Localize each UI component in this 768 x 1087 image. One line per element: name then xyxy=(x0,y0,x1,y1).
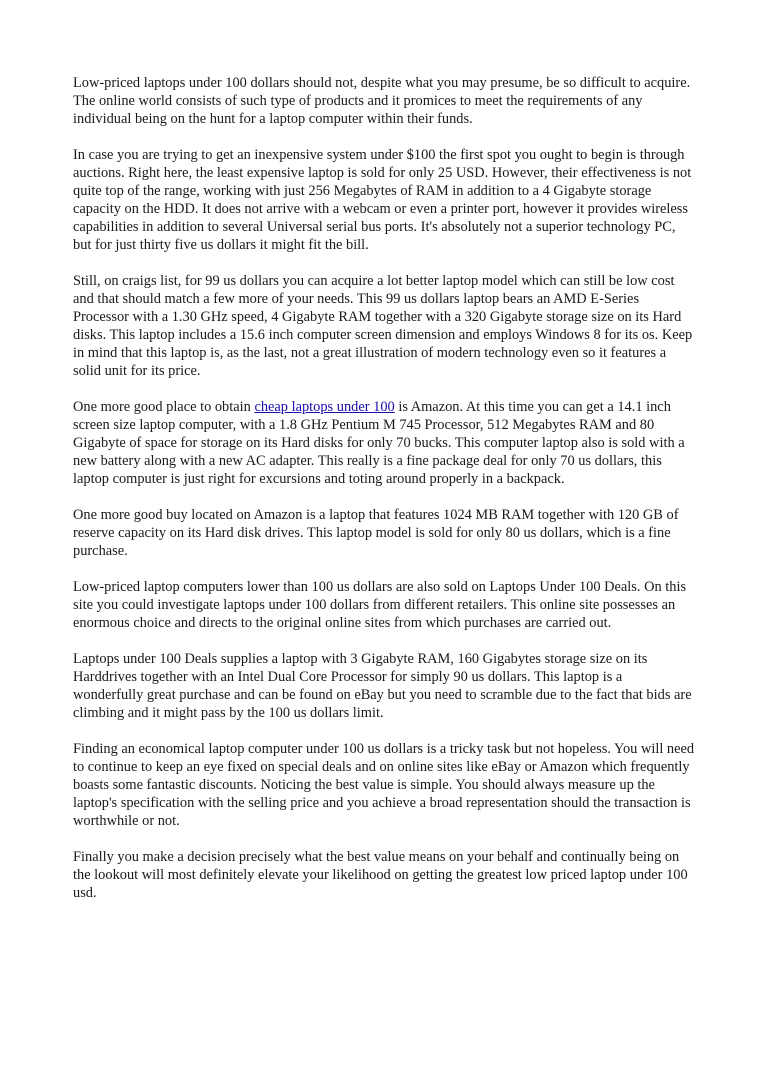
paragraph-5: One more good buy located on Amazon is a laptop that features 1024 MB RAM together with 120 GB of reserve capacity on its Hard disk drives. This laptop model is sold for only 80 us dollars, which is a fine purchase. xyxy=(73,507,679,559)
paragraph-8: Finding an economical laptop computer under 100 us dollars is a tricky task but not hopeless. You will need to continue to keep an eye fixed on special deals and on online sites like eBay or Amazon which frequently boasts some fantastic discounts. Noticing the best value is simple. You should always measure up the laptop's specification with the selling price and you achieve a broad representation should the transaction is worthwhile or not. xyxy=(73,741,695,829)
paragraph-4-before: One more good place to obtain xyxy=(73,399,255,415)
document-body xyxy=(73,74,695,920)
paragraph-7: Laptops under 100 Deals supplies a laptop with 3 Gigabyte RAM, 160 Gigabytes storage size on its Harddrives together with an Intel Dual Core Processor for simply 90 us dollars. This laptop is a wonderfully great purchase and can be found on eBay but you need to scramble due to the fact that bids are climbing and it might pass by the 100 us dollars limit. xyxy=(73,651,692,721)
cheap-laptops-link[interactable]: cheap laptops under 100 xyxy=(254,399,395,415)
paragraph-4 xyxy=(73,398,695,488)
paragraph-6: Low-priced laptop computers lower than 100 us dollars are also sold on Laptops Under 100 Deals. On this site you could investigate laptops under 100 dollars from different retailers. This online site possesses an enormous choice and directs to the original online sites from which purchases are carried out. xyxy=(73,579,687,631)
paragraph-4-after: is Amazon. At this time you can get a 14.1 inch screen size laptop computer, with a 1.8 GHz Pentium M 745 Processor, 512 Megabytes RAM and 80 Gigabyte of space for storage on its Hard disks for only 70 bucks. This computer laptop also is sold with a new battery along with a new AC adapter. This really is a fine package deal for only 70 us dollars, this laptop computer is just right for excursions and toting around properly in a backpack. xyxy=(73,399,685,487)
paragraph-9: Finally you make a decision precisely what the best value means on your behalf and continually being on the lookout will most definitely elevate your likelihood on getting the greatest low priced laptop under 100 usd. xyxy=(73,849,688,901)
paragraph-3: Still, on craigs list, for 99 us dollars you can acquire a lot better laptop model which can still be low cost and that should match a few more of your needs. This 99 us dollars laptop bears an AMD E-Series Processor with a 1.30 GHz speed, 4 Gigabyte RAM together with a 320 Gigabyte storage size on its Hard disks. This laptop includes a 15.6 inch computer screen dimension and employs Windows 8 for its os. Keep in mind that this laptop is, as the last, not a great illustration of modern technology even so it features a solid unit for its price. xyxy=(73,273,693,379)
paragraph-2: In case you are trying to get an inexpensive system under $100 the first spot you ought to begin is through auctions. Right here, the least expensive laptop is sold for only 25 USD. However, their effectiveness is not quite top of the range, working with just 256 Megabytes of RAM in addition to a 4 Gigabyte storage capacity on the HDD. It does not arrive with a webcam or even a printer port, however it provides wireless capabilities in addition to several Universal serial bus ports. It's absolutely not a superior technology PC, but for just thirty five us dollars it might fit the bill. xyxy=(73,147,692,253)
paragraph-1: Low-priced laptops under 100 dollars should not, despite what you may presume, be so difficult to acquire. The online world consists of such type of products and it promices to meet the requirements of any individual being on the hunt for a laptop computer within their funds. xyxy=(73,75,691,127)
